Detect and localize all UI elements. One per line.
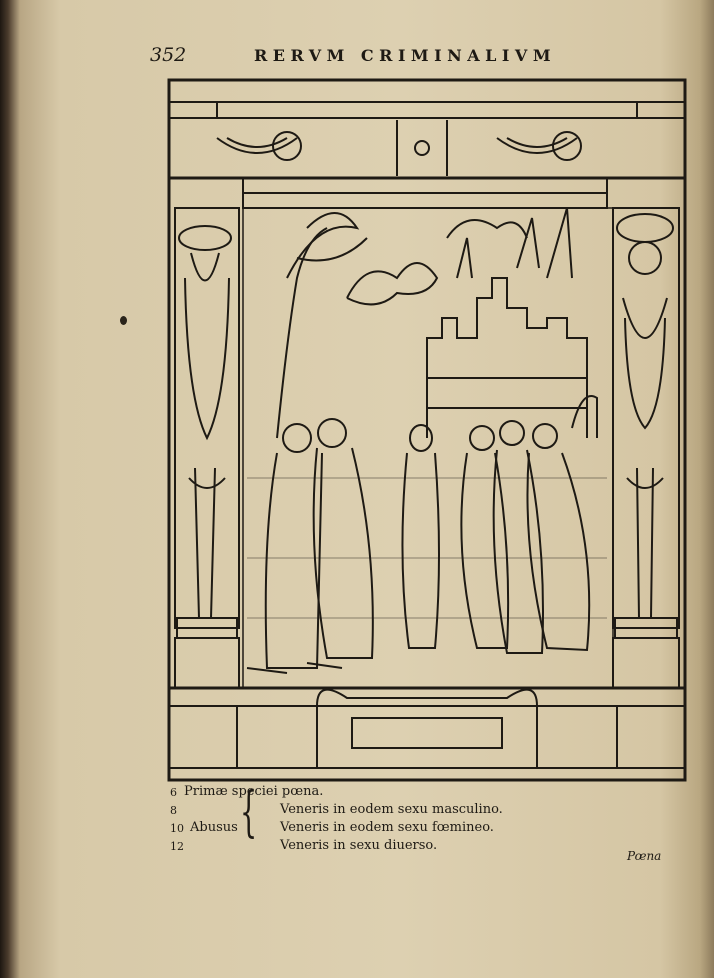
line-number: 12: [170, 840, 184, 853]
line-number: 6: [170, 786, 177, 799]
running-header: [150, 44, 690, 70]
caption-abusus: Abusus: [190, 820, 238, 835]
line-number: 8: [170, 804, 177, 817]
brace-glyph: {: [240, 780, 258, 843]
line-number: 10: [170, 822, 184, 835]
caption-item-2: Veneris in eodem sexu fœmineo.: [280, 820, 494, 835]
caption-block: [170, 780, 610, 854]
caption-line-primae: Primæ speciei pœna.: [184, 784, 324, 799]
ink-spot: [120, 316, 127, 325]
woodcut-illustration-icon: [167, 78, 687, 782]
running-title: RERVM CRIMINALIVM: [254, 46, 557, 65]
page-number: 352: [150, 44, 187, 66]
catchword: Pœna: [627, 849, 662, 863]
caption-item-3: Veneris in sexu diuerso.: [280, 838, 438, 853]
caption-item-1: Veneris in eodem sexu masculino.: [280, 802, 503, 817]
